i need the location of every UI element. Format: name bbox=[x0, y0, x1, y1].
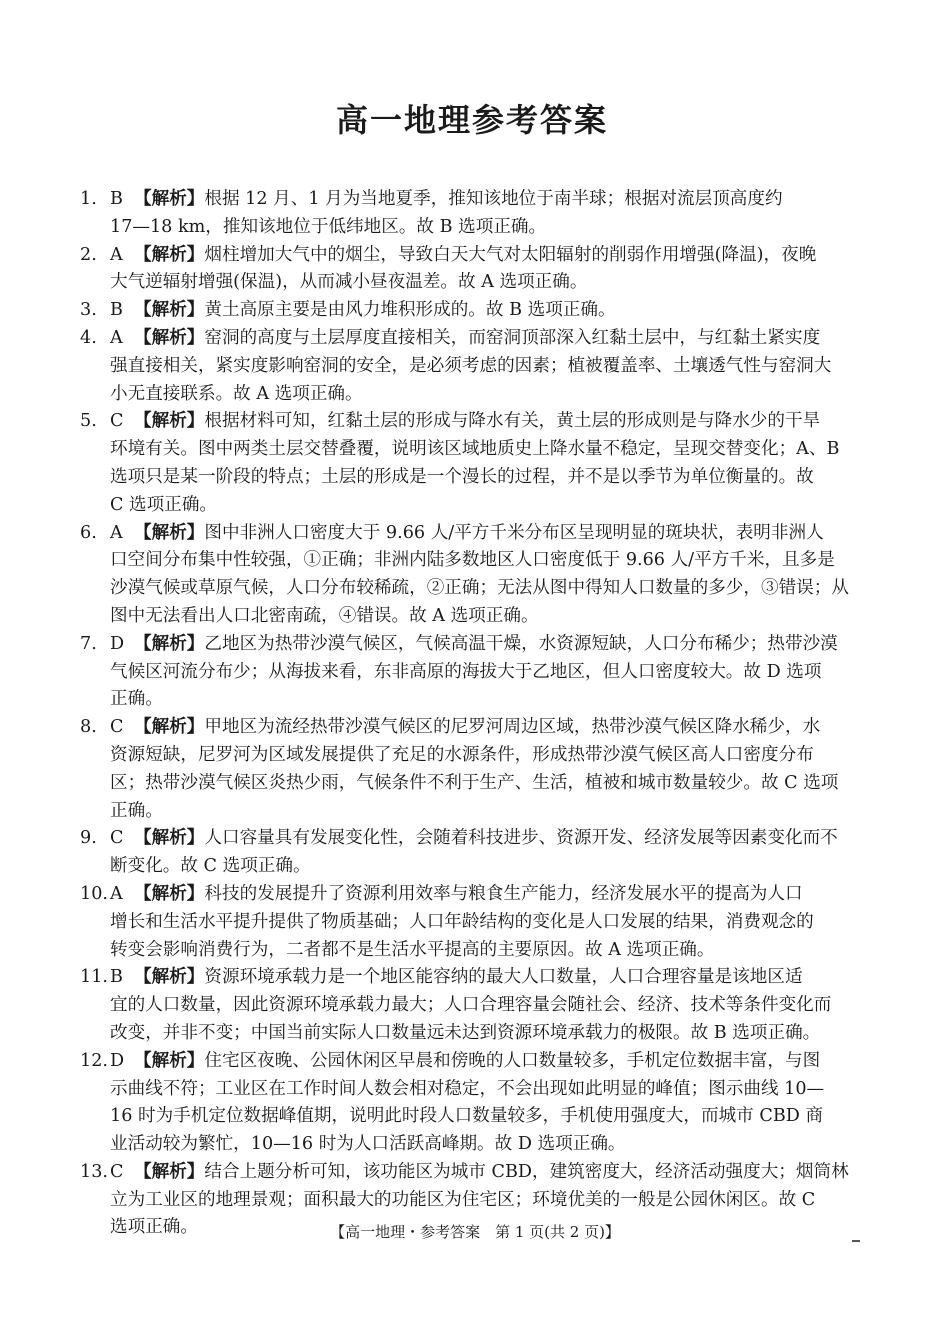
answer-item bbox=[80, 1048, 864, 1159]
answer-first-line bbox=[80, 1159, 864, 1187]
answer-first-line bbox=[80, 325, 864, 353]
answer-text: 住宅区夜晚、公园休闲区早晨和傍晚的人口数量较多，手机定位数据丰富，与图 bbox=[204, 1050, 821, 1071]
question-number: 6. bbox=[80, 522, 97, 543]
answer-item bbox=[80, 408, 864, 519]
answer-text: 口空间分布集中性较强，①正确；非洲内陆多数地区人口密度低于 9.66 人/平方千米，且多是 bbox=[110, 550, 835, 571]
answer-continuation-line bbox=[80, 1020, 864, 1048]
answer-continuation-line bbox=[80, 436, 864, 464]
answer-continuation-line bbox=[80, 575, 864, 603]
answer-text: 结合上题分析可知，该功能区为城市 CBD，建筑密度大，经济活动强度大；烟筒林 bbox=[204, 1161, 849, 1182]
answer-text: 乙地区为热带沙漠气候区，气候高温干燥，水资源短缺，人口分布稀少；热带沙漠 bbox=[204, 633, 838, 654]
corner-mark bbox=[852, 1240, 860, 1242]
question-number: 10. bbox=[80, 883, 108, 904]
question-number: 9. bbox=[80, 828, 97, 849]
question-number: 7. bbox=[80, 633, 97, 654]
answer-text: 资源环境承载力是一个地区能容纳的最大人口数量，人口合理容量是该地区适 bbox=[204, 967, 803, 988]
answer-text: 断变化。故 C 选项正确。 bbox=[110, 856, 311, 877]
answer-choice: B bbox=[110, 189, 123, 209]
answer-text: 改变，并非不变；中国当前实际人口数量远未达到资源环境承载力的极限。故 B 选项正确。 bbox=[110, 1022, 821, 1043]
answer-choice: B bbox=[110, 300, 123, 321]
answer-text: 转变会影响消费行为，二者都不是生活水平提高的主要原因。故 A 选项正确。 bbox=[110, 939, 715, 960]
question-number: 5. bbox=[80, 411, 97, 432]
answer-item bbox=[80, 297, 864, 325]
question-number: 3. bbox=[80, 300, 97, 321]
answer-text: 大气逆辐射增强(保温)，从而减小昼夜温差。故 A 选项正确。 bbox=[110, 272, 588, 293]
answer-continuation-line bbox=[80, 1187, 864, 1215]
answer-choice: A bbox=[110, 327, 123, 348]
answer-text: 图中无法看出人口北密南疏，④错误。故 A 选项正确。 bbox=[110, 605, 539, 626]
answer-list bbox=[80, 186, 864, 1242]
answer-first-line bbox=[80, 408, 864, 436]
answer-text: 根据 12 月、1 月为当地夏季，推知该地位于南半球；根据对流层顶高度约 bbox=[204, 189, 783, 209]
answer-continuation-line bbox=[80, 853, 864, 881]
answer-first-line bbox=[80, 186, 864, 214]
answer-first-line bbox=[80, 520, 864, 548]
answer-text: 沙漠气候或草原气候，人口分布较稀疏，②正确；无法从图中得知人口数量的多少，③错误；从 bbox=[110, 578, 849, 599]
analysis-tag: 【解析】 bbox=[134, 327, 205, 348]
answer-text: 示曲线不符；工业区在工作时间人数会相对稳定，不会出现如此明显的峰值；图示曲线 10— bbox=[110, 1078, 825, 1099]
answer-continuation-line bbox=[80, 269, 864, 297]
answer-continuation-line bbox=[80, 659, 864, 687]
analysis-tag: 【解析】 bbox=[134, 1050, 205, 1071]
answer-continuation-line bbox=[80, 547, 864, 575]
answer-continuation-line bbox=[80, 937, 864, 965]
answer-text: 增长和生活水平提升提供了物质基础；人口年龄结构的变化是人口发展的结果，消费观念的 bbox=[110, 911, 814, 932]
answer-item bbox=[80, 186, 864, 242]
question-number: 12. bbox=[80, 1050, 108, 1071]
answer-text: 正确。 bbox=[110, 689, 163, 710]
answer-continuation-line bbox=[80, 492, 864, 520]
answer-item bbox=[80, 242, 864, 298]
answer-text: 甲地区为流经热带沙漠气候区的尼罗河周边区域，热带沙漠气候区降水稀少，水 bbox=[204, 717, 821, 738]
answer-first-line bbox=[80, 825, 864, 853]
answer-text: 17—18 km，推知该地位于低纬地区。故 B 选项正确。 bbox=[110, 216, 547, 237]
answer-choice: C bbox=[110, 717, 124, 738]
answer-continuation-line bbox=[80, 770, 864, 798]
page-footer: 【高一地理・参考答案 第 1 页(共 2 页)】 bbox=[330, 1223, 620, 1241]
answer-first-line bbox=[80, 881, 864, 909]
answer-text: 立为工业区的地理景观；面积最大的功能区为住宅区；环境优美的一般是公园休闲区。故 C bbox=[110, 1189, 816, 1210]
answer-item bbox=[80, 714, 864, 825]
answer-choice: C bbox=[110, 411, 124, 432]
analysis-tag: 【解析】 bbox=[134, 300, 205, 321]
answer-text: 根据材料可知，红黏土层的形成与降水有关，黄土层的形成则是与降水少的干旱 bbox=[204, 411, 821, 432]
analysis-tag: 【解析】 bbox=[134, 189, 205, 209]
answer-continuation-line bbox=[80, 603, 864, 631]
answer-text: 宜的人口数量，因此资源环境承载力最大；人口合理容量会随社会、经济、技术等条件变化而 bbox=[110, 995, 832, 1016]
answer-text: 正确。 bbox=[110, 800, 163, 821]
analysis-tag: 【解析】 bbox=[134, 717, 205, 738]
answer-text: 业活动较为繁忙，10—16 时为人口活跃高峰期。故 D 选项正确。 bbox=[110, 1134, 626, 1155]
answer-item bbox=[80, 631, 864, 714]
answer-first-line bbox=[80, 242, 864, 270]
answer-continuation-line bbox=[80, 992, 864, 1020]
answer-text: 选项只是某一阶段的特点；土层的形成是一个漫长的过程，并不是以季节为单位衡量的。故 bbox=[110, 466, 814, 487]
answer-continuation-line bbox=[80, 381, 864, 409]
answer-item bbox=[80, 964, 864, 1047]
answer-choice: B bbox=[110, 967, 123, 988]
answer-text: 16 时为手机定位数据峰值期，说明此时段人口数量较多，手机使用强度大，而城市 CBD 商 bbox=[110, 1106, 824, 1127]
answer-item bbox=[80, 825, 864, 881]
answer-choice: A bbox=[110, 522, 123, 543]
answer-text: 窑洞的高度与土层厚度直接相关，而窑洞顶部深入红黏土层中，与红黏土紧实度 bbox=[204, 327, 821, 348]
question-number: 8. bbox=[80, 717, 97, 738]
answer-first-line bbox=[80, 714, 864, 742]
answer-continuation-line bbox=[80, 742, 864, 770]
answer-continuation-line bbox=[80, 1103, 864, 1131]
question-number: 4. bbox=[80, 327, 97, 348]
analysis-tag: 【解析】 bbox=[134, 967, 205, 988]
answer-continuation-line bbox=[80, 214, 864, 242]
analysis-tag: 【解析】 bbox=[134, 522, 205, 543]
answer-text: 选项正确。 bbox=[110, 1217, 198, 1238]
answer-text: C 选项正确。 bbox=[110, 494, 218, 515]
analysis-tag: 【解析】 bbox=[134, 828, 205, 849]
answer-text: 烟柱增加大气中的烟尘，导致白天大气对太阳辐射的削弱作用增强(降温)，夜晚 bbox=[204, 244, 817, 265]
analysis-tag: 【解析】 bbox=[134, 883, 205, 904]
answer-first-line bbox=[80, 1048, 864, 1076]
analysis-tag: 【解析】 bbox=[134, 411, 205, 432]
analysis-tag: 【解析】 bbox=[134, 1161, 205, 1182]
answer-text: 环境有关。图中两类土层交替叠覆，说明该区域地质史上降水量不稳定，呈现交替变化；A、B bbox=[110, 439, 840, 460]
answer-text: 图中非洲人口密度大于 9.66 人/平方千米分布区呈现明显的斑块状，表明非洲人 bbox=[204, 522, 824, 543]
answer-item bbox=[80, 881, 864, 964]
answer-choice: C bbox=[110, 1161, 124, 1182]
answer-item bbox=[80, 325, 864, 408]
analysis-tag: 【解析】 bbox=[134, 244, 205, 265]
answer-continuation-line bbox=[80, 353, 864, 381]
answer-text: 气候区河流分布少；从海拔来看，东非高原的海拔大于乙地区，但人口密度较大。故 D 选项 bbox=[110, 661, 822, 682]
question-number: 13. bbox=[80, 1161, 108, 1182]
analysis-tag: 【解析】 bbox=[134, 633, 205, 654]
answer-continuation-line bbox=[80, 909, 864, 937]
answer-text: 小无直接联系。故 A 选项正确。 bbox=[110, 383, 363, 404]
answer-choice: A bbox=[110, 883, 123, 904]
answer-text: 区；热带沙漠气候区炎热少雨，气候条件不利于生产、生活，植被和城市数量较少。故 C 选项 bbox=[110, 772, 839, 793]
answer-continuation-line bbox=[80, 1076, 864, 1104]
answer-text: 黄土高原主要是由风力堆积形成的。故 B 选项正确。 bbox=[204, 300, 616, 321]
answer-continuation-line bbox=[80, 686, 864, 714]
answer-first-line bbox=[80, 297, 864, 325]
question-number: 1. bbox=[80, 189, 97, 209]
answer-first-line bbox=[80, 631, 864, 659]
answer-item bbox=[80, 520, 864, 631]
answer-choice: C bbox=[110, 828, 124, 849]
answer-text: 资源短缺，尼罗河为区域发展提供了充足的水源条件，形成热带沙漠气候区高人口密度分布 bbox=[110, 744, 814, 765]
answer-text: 科技的发展提升了资源利用效率与粮食生产能力，经济发展水平的提高为人口 bbox=[204, 883, 803, 904]
answer-first-line bbox=[80, 964, 864, 992]
answer-text: 强直接相关，紧实度影响窑洞的安全，是必须考虑的因素；植被覆盖率、土壤透气性与窑洞大 bbox=[110, 355, 832, 376]
answer-text: 人口容量具有发展变化性，会随着科技进步、资源开发、经济发展等因素变化而不 bbox=[204, 828, 838, 849]
question-number: 11. bbox=[80, 967, 108, 988]
answer-choice: D bbox=[110, 633, 125, 654]
answer-continuation-line bbox=[80, 798, 864, 826]
answer-continuation-line bbox=[80, 1131, 864, 1159]
page-title: 高一地理参考答案 bbox=[335, 101, 608, 139]
answer-continuation-line bbox=[80, 464, 864, 492]
question-number: 2. bbox=[80, 244, 97, 265]
answer-choice: D bbox=[110, 1050, 125, 1071]
answer-choice: A bbox=[110, 244, 123, 265]
